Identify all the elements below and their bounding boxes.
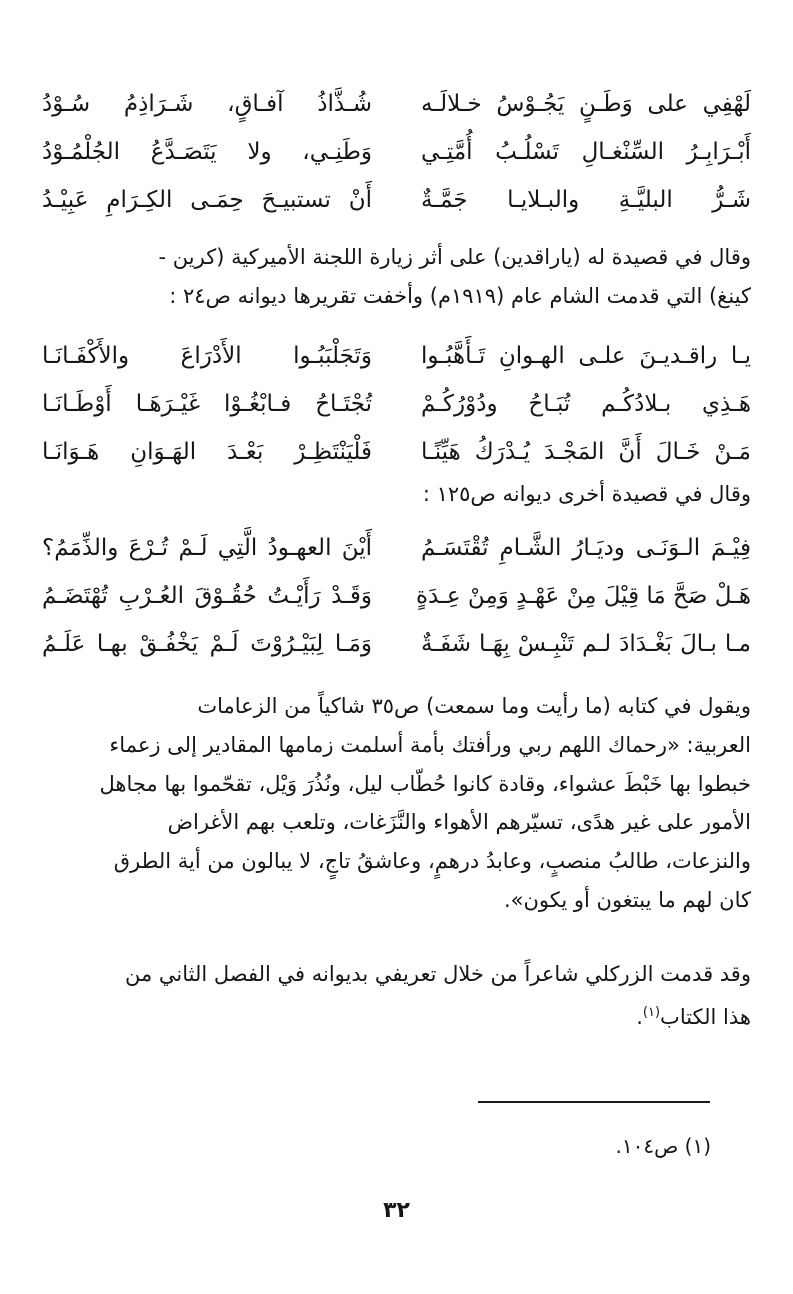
footnote: (١) ص١٠٤.: [615, 1134, 711, 1158]
verse: [42, 620, 751, 668]
verse-first-hemistich: فِيْـمَ الـوَنَـى وديَـارُ الشَّـامِ تُقْتَسَـمُ: [421, 535, 751, 561]
verse-first-hemistich: شَـرُّ البليَّـةِ والبـلايـا جَمَّـةٌ: [421, 187, 751, 213]
verse-first-hemistich: أَبْـرَابِـرُ السِّنْغـالِ تَسْلُـبُ أُمَّتِـي: [421, 139, 751, 165]
poem-block-3: [42, 524, 751, 668]
verse-second-hemistich: وَطَنِـي، ولا يَتَصَـدَّعُ الجُلْمُـوْدُ: [42, 139, 372, 165]
verse-second-hemistich: أَنْ تستبيـحَ حِمَـى الكِـرَامِ عَبِيْـدُ: [42, 187, 372, 213]
verse-second-hemistich: فَلْيَنْتَظِـرْ بَعْـدَ الهَـوَانِ هَـوَانَـا: [42, 439, 372, 465]
verse: [42, 428, 751, 476]
verse-first-hemistich: مَـنْ خَـالَ أَنَّ المَجْـدَ يُـدْرَكُ هَيِّنًـا: [421, 439, 751, 465]
verse-second-hemistich: وَقَـدْ رَأَيْـتُ حُقُـوْقَ العُـرْبِ تُهْتَضَـمُ: [42, 583, 372, 609]
text-line: وقال في قصيدة له (ياراقدين) على أثر زيارة اللجنة الأميركية (كرين -: [158, 245, 751, 269]
quote-paragraph: [44, 687, 751, 920]
text-line: والنزعات، طالبُ منصبٍ، وعابدُ درهمٍ، وعاشقُ تاجٍ، لا يبالون من أية الطرق: [113, 849, 751, 874]
verse-second-hemistich: وَتَجَلْبَبُـوا الأَدْرَاعَ والأَكْفَـانَـا: [42, 343, 372, 369]
text-fragment: .: [636, 1004, 643, 1029]
poem-block-1: [42, 80, 751, 224]
footnote-reference[interactable]: (١): [642, 1004, 661, 1020]
verse-first-hemistich: لَهْفِي على وَطَـنٍ يَجُـوْسُ خـلالَـه: [421, 91, 751, 117]
text-line: العربية: «رحماك اللهم ربي ورأفتك بأمة أسلمت زمامها المقادير إلى زعماء: [109, 732, 751, 757]
verse-first-hemistich: هَـذِي بـلادُكُـم تُبَـاحُ ودُوْرُكُـمْ: [421, 391, 751, 417]
verse: [42, 380, 751, 428]
text-line: الأمور على غير هدًى، تسيّرهم الأهواء والنَّزَغات، وتلعب بهم الأغراض: [167, 810, 751, 835]
poem-intro-2: [44, 238, 751, 316]
poem-block-2: [42, 332, 751, 476]
page-number: ٣٢: [383, 1198, 410, 1223]
closing-paragraph: [44, 955, 751, 1037]
footnote-divider: [478, 1101, 710, 1103]
text-line: كان لهم ما يبتغون أو يكون».: [503, 887, 751, 912]
verse: [42, 332, 751, 380]
verse-first-hemistich: هَـلْ صَحَّ مَا قِيْلَ مِنْ عَهْـدٍ وَمِنْ عِـدَةٍ: [415, 583, 751, 609]
verse: [42, 524, 751, 572]
text-line: ويقول في كتابه (ما رأيت وما سمعت) ص٣٥ شاكياً من الزعامات: [197, 694, 751, 718]
text-line: [44, 994, 751, 1037]
verse-first-hemistich: مـا بـالَ بَغْـدَادَ لـم تَنْبِـسْ بِهَـا شَفَـةٌ: [421, 631, 751, 657]
verse-second-hemistich: وَمَـا لِبَيْـرُوْتَ لَـمْ يَخْفُـقْ بهـا عَلَـمُ: [42, 631, 372, 657]
verse-second-hemistich: تُجْتَـاحُ فـابْغُـوْا غَيْـرَهَـا أَوْطَـانَـا: [42, 391, 372, 417]
poem-intro-3: [44, 475, 751, 514]
verse: [42, 80, 751, 128]
verse-second-hemistich: أَيْنَ العهـودُ الَّتِي لَـمْ تُـرْعَ والذِّمَمُ؟: [42, 535, 372, 561]
text-line: خبطوا بها خَبْطَ عشواء، وقادة كانوا حُطّاب ليل، ونُذُرَ وَيْل، تقحّموا بها مجاهل: [99, 771, 751, 796]
verse: [42, 572, 751, 620]
verse: [42, 176, 751, 224]
text-line: وقد قدمت الزركلي شاعراً من خلال تعريفي بديوانه في الفصل الثاني من: [124, 962, 751, 986]
verse: [42, 128, 751, 176]
text-fragment: هذا الكتاب: [660, 1004, 751, 1029]
verse-first-hemistich: يـا راقـديـنَ علـى الهـوانِ تَـأَهَّبُـوا: [421, 343, 751, 369]
text-line: وقال في قصيدة أخرى ديوانه ص١٢٥ :: [422, 482, 751, 506]
text-line: كينغ) التي قدمت الشام عام (١٩١٩م) وأخفت تقريرها ديوانه ص٢٤ :: [169, 283, 751, 308]
verse-second-hemistich: شُـذَّاذُ آفـاقٍ، شَـرَاذِمُ سُـوْدُ: [42, 91, 372, 117]
